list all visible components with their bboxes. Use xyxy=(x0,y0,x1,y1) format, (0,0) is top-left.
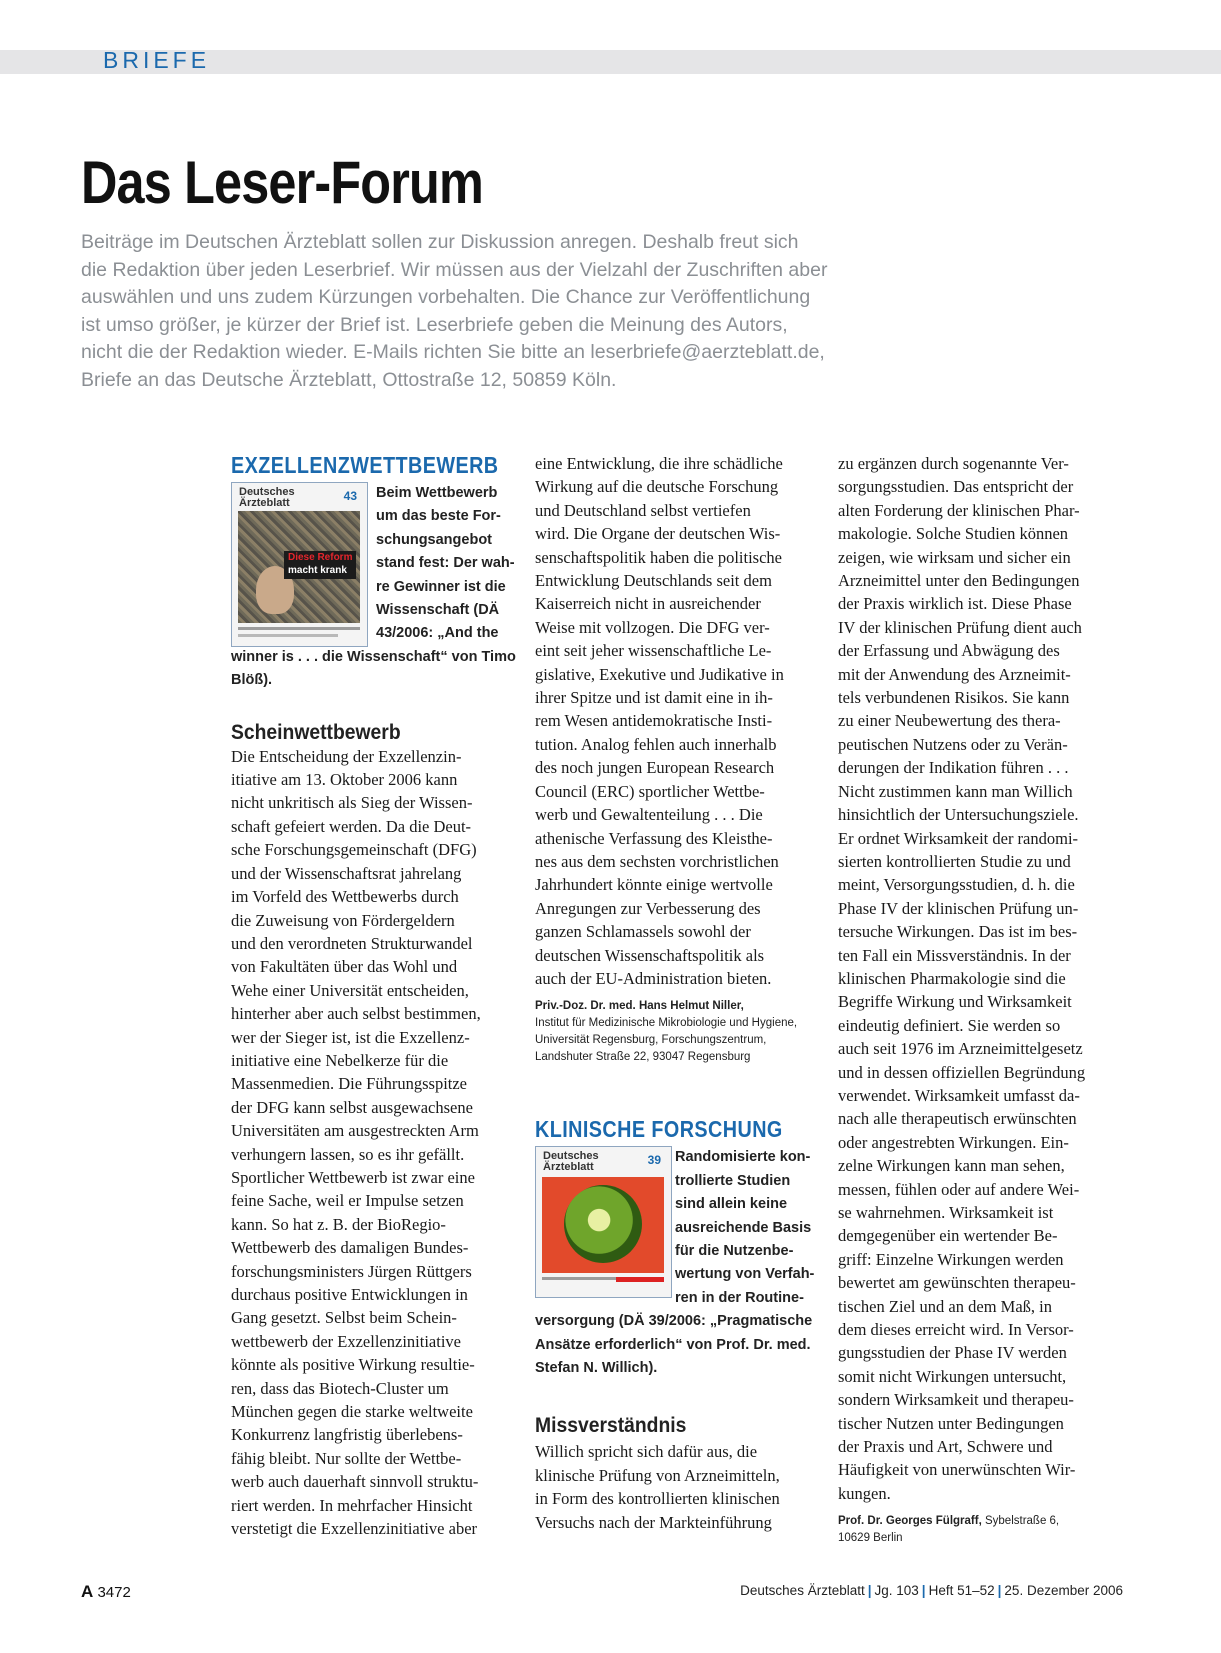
letter-body xyxy=(231,745,511,1541)
text-line: und in dessen offiziellen Begründung xyxy=(838,1062,1086,1082)
text-line: Nicht zustimmen kann man Willich xyxy=(838,781,1073,801)
text-line: ihrer Spitze und ist damit eine in ih- xyxy=(535,688,773,708)
text-line: kungen. xyxy=(838,1483,891,1503)
text-line: und Deutschland selbst vertiefen xyxy=(535,500,751,520)
intro-text xyxy=(81,229,981,394)
text-line: der DFG kann selbst ausgewachsene xyxy=(231,1097,473,1117)
text-line: könnte als positive Wirkung resultie- xyxy=(231,1355,475,1375)
text-line: nes aus dem sechsten vorchristlichen xyxy=(535,851,779,871)
text-line: in Form des kontrollierten klinischen xyxy=(535,1489,780,1509)
text-line: zu ergänzen durch sogenannte Ver- xyxy=(838,454,1069,473)
text-line: klinische Prüfung von Arzneimitteln, xyxy=(535,1465,780,1485)
text-line: zelne Wirkungen kann man sehen, xyxy=(838,1156,1065,1176)
text-line: peutischen Nutzens oder zu Verän- xyxy=(838,734,1068,754)
text-line: München gegen die starke weltweite xyxy=(231,1402,473,1422)
text-line: rem Wesen antidemokratische Insti- xyxy=(535,711,773,731)
text-line: hinterher aber auch selbst bestimmen, xyxy=(231,1004,481,1024)
text-line: derungen der Indikation führen . . . xyxy=(838,758,1069,778)
text-line: mit der Anwendung des Arzneimit- xyxy=(838,664,1071,684)
text-line: nicht unkritisch als Sieg der Wissen- xyxy=(231,793,473,813)
text-line: tischen Ziel und an dem Maß, in xyxy=(838,1296,1052,1316)
text-line: gislative, Exekutive und Judikative in xyxy=(535,664,784,684)
text-line: im Vorfeld des Wettbewerbs durch xyxy=(231,887,459,907)
text-line: durchaus positive Entwicklungen in xyxy=(231,1285,468,1304)
text-line: zeigen, wie wirksam und sicher ein xyxy=(838,547,1071,567)
column-2 xyxy=(535,452,815,1534)
text-line: somit nicht Wirkungen untersucht, xyxy=(838,1366,1067,1386)
intro-line: Beiträge im Deutschen Ärzteblatt sollen zur Diskussion anregen. Deshalb freut sich xyxy=(81,231,799,253)
text-line: Massenmedien. Die Führungsspitze xyxy=(231,1074,468,1094)
text-line: tischer Nutzen unter Bedingungen xyxy=(838,1413,1064,1433)
text-line: kann. So hat z. B. der BioRegio- xyxy=(231,1214,446,1234)
text-line: itiative am 13. Oktober 2006 kann xyxy=(231,770,458,790)
text-line: Entwicklung Deutschlands seit dem xyxy=(535,571,772,591)
column-3 xyxy=(838,452,1118,1547)
text-line: ten Fall ein Missverständnis. In der xyxy=(838,945,1071,965)
text-line: des noch jungen European Research xyxy=(535,758,775,778)
intro-line: auswählen und uns zudem Kürzungen vorbehalten. Die Chance zur Veröffentlichung xyxy=(81,286,811,308)
letter-body-continued xyxy=(535,452,815,990)
intro-line: die Redaktion über jeden Leserbrief. Wir müssen aus der Vielzahl der Zuschriften aber xyxy=(81,258,828,281)
cover-label xyxy=(616,1277,664,1282)
text-line: schaft gefeiert werden. Da die Deut- xyxy=(231,816,472,836)
text-line: Wettbewerb des damaligen Bundes- xyxy=(231,1238,469,1258)
text-line: fähig bleibt. Nur sollte der Wettbe- xyxy=(231,1448,462,1468)
text-line: und den verordneten Strukturwandel xyxy=(231,933,473,953)
text-line: athenische Verfassung des Kleisthe- xyxy=(535,828,773,848)
text-line: Die Entscheidung der Exzellenzin- xyxy=(231,746,462,766)
text-line: auch seit 1976 im Arzneimittelgesetz xyxy=(838,1039,1083,1059)
text-line: von Fakultäten über das Wohl und xyxy=(231,957,458,977)
text-line: eint seit jeher wissenschaftliche Le- xyxy=(535,641,772,661)
text-line: Gang gesetzt. Selbst beim Schein- xyxy=(231,1308,457,1328)
text-line: eine Entwicklung, die ihre schädliche xyxy=(535,454,783,473)
journal-footer: Deutsches Ärzteblatt | Jg. 103 | Heft 51–52 | 25. Dezember 2006 xyxy=(740,1583,1123,1598)
text-line: bewertet am gewünschten therapeu- xyxy=(838,1273,1076,1293)
teaser-text: Beim Wettbewerb um das beste For- schungsangebot stand fest: Der wah- re Gewinner ist die Wissenschaft (DÄ 43/2006: „And the winner is . . . die Wissenschaft“ von Timo Blöß). xyxy=(231,485,516,689)
text-line: die Zuweisung von Fördergeldern xyxy=(231,910,455,930)
text-line: wird. Die Organe der deutschen Wis- xyxy=(535,524,781,544)
cover-footer-line xyxy=(542,1277,622,1280)
page-number: A 3472 xyxy=(81,1582,131,1601)
text-line: eindeutig definiert. Sie werden so xyxy=(838,1015,1061,1035)
issue-cover-thumbnail xyxy=(231,482,368,647)
text-line: der Praxis wirklich ist. Diese Phase xyxy=(838,594,1072,614)
text-line: verhungern lassen, so es ihr gefällt. xyxy=(231,1144,465,1164)
cover-masthead: Deutsches Ärzteblatt xyxy=(543,1150,599,1174)
letter-heading-scheinwettbewerb: Scheinwettbewerb xyxy=(231,720,401,744)
text-line: Konkurrenz langfristig überlebens- xyxy=(231,1425,463,1445)
text-line: sorgungsstudien. Das entspricht der xyxy=(838,477,1074,497)
text-line: wettbewerb der Exzellenzinitiative xyxy=(231,1331,461,1351)
text-line: makologie. Solche Studien können xyxy=(838,524,1069,544)
text-line: Phase IV der klinischen Prüfung un- xyxy=(838,898,1079,918)
cover-headline: Diese Reform macht krank xyxy=(284,551,356,579)
text-line: klinischen Pharmakologie sind die xyxy=(838,968,1066,988)
text-line: zu einer Neubewertung des thera- xyxy=(838,711,1061,731)
page-title: Das Leser-Forum xyxy=(81,149,483,216)
text-line: ganzen Schlamassels sowohl der xyxy=(535,922,751,942)
text-line: Kaiserreich nicht in ausreichender xyxy=(535,594,761,614)
text-line: Häufigkeit von unerwünschten Wir- xyxy=(838,1460,1076,1480)
intro-line: nicht die der Redaktion wieder. E-Mails richten Sie bitte an leserbriefe@aerzteblatt.de, xyxy=(81,341,825,363)
text-line: Sportlicher Wettbewerb ist zwar eine xyxy=(231,1167,475,1187)
text-line: Wirkung auf die deutsche Forschung xyxy=(535,477,779,497)
text-line: IV der klinischen Prüfung dient auch xyxy=(838,617,1082,637)
text-line: Council (ERC) sportlicher Wettbe- xyxy=(535,781,765,801)
cover-image-circle xyxy=(564,1185,642,1263)
text-line: initiative eine Nebelkerze für die xyxy=(231,1050,449,1070)
letter-signature: Prof. Dr. Georges Fülgraff, Sybelstraße 6, 10629 Berlin xyxy=(838,1515,1060,1545)
text-line: werb und Gewaltenteilung . . . Die xyxy=(535,805,763,825)
topic-heading-klinische-forschung: KLINISCHE FORSCHUNG xyxy=(535,1116,783,1143)
text-line: Arzneimittel unter den Bedingungen xyxy=(838,571,1080,591)
text-line: werb auch dauerhaft sinnvoll struktu- xyxy=(231,1472,479,1492)
text-line: auch der EU-Administration bieten. xyxy=(535,968,772,988)
text-line: sondern Wirksamkeit und therapeu- xyxy=(838,1390,1074,1410)
text-line: meint, Versorgungsstudien, d. h. die xyxy=(838,875,1075,895)
text-line: tution. Analog fehlen auch innerhalb xyxy=(535,734,777,754)
topic-heading-exzellenzwettbewerb: EXZELLENZWETTBEWERB xyxy=(231,452,499,478)
text-line: dem dieses erreicht wird. In Versor- xyxy=(838,1320,1074,1340)
text-line: Versuchs nach der Markteinführung xyxy=(535,1512,772,1532)
letter-body xyxy=(535,1440,815,1534)
text-line: verwendet. Wirksamkeit umfasst da- xyxy=(838,1085,1080,1105)
cover-issue-number: 39 xyxy=(647,1153,661,1168)
text-line: se wahrnehmen. Wirksamkeit ist xyxy=(838,1203,1054,1222)
text-line: tels verbundenen Risikos. Sie kann xyxy=(838,688,1070,708)
text-line: riert werden. In mehrfacher Hinsicht xyxy=(231,1495,473,1515)
text-line: deutschen Wissenschaftspolitik als xyxy=(535,945,765,965)
text-line: hinsichtlich der Untersuchungsziele. xyxy=(838,805,1079,825)
text-line: Willich spricht sich dafür aus, die xyxy=(535,1442,758,1462)
text-line: der Praxis und Art, Schwere und xyxy=(838,1437,1053,1457)
text-line: feine Sache, weil er Impulse setzen xyxy=(231,1191,464,1211)
text-line: Anregungen zur Verbesserung des xyxy=(535,898,761,918)
text-line: forschungsministers Jürgen Rüttgers xyxy=(231,1261,472,1281)
text-line: Weise mit vollzogen. Die DFG ver- xyxy=(535,617,770,637)
text-line: Begriffe Wirkung und Wirksamkeit xyxy=(838,992,1072,1012)
text-line: messen, fühlen oder auf andere Wei- xyxy=(838,1179,1080,1199)
text-line: gungsstudien der Phase IV werden xyxy=(838,1343,1067,1363)
text-line: demgegenüber ein wertender Be- xyxy=(838,1226,1058,1246)
intro-line: ist umso größer, je kürzer der Brief ist. Leserbriefe geben die Meinung des Autors, xyxy=(81,313,788,336)
cover-issue-number: 43 xyxy=(343,489,357,503)
letter-signature: Priv.-Doz. Dr. med. Hans Helmut Niller, Institut für Medizinische Mikrobiologie und Hygiene, Universität Regensburg, Forschungszentrum, Landshuter Straße 22, 93047 Regensburg xyxy=(535,1000,798,1064)
section-label: BRIEFE xyxy=(103,47,211,73)
teaser-block xyxy=(535,1146,815,1380)
letter-body-continued xyxy=(838,452,1118,1505)
text-line: oder angestrebten Wirkungen. Ein- xyxy=(838,1132,1069,1152)
text-line: der Erfassung und Abwägung des xyxy=(838,641,1060,661)
text-line: nach alle therapeutisch erwünschten xyxy=(838,1109,1077,1129)
text-line: Wehe einer Universität entscheiden, xyxy=(231,980,469,1000)
text-line: verstetigt die Exzellenzinitiative aber xyxy=(231,1519,478,1539)
text-line: und der Wissenschaftsrat jahrelang xyxy=(231,863,462,883)
cover-footer-line xyxy=(238,634,338,637)
text-line: sche Forschungsgemeinschaft (DFG) xyxy=(231,840,477,860)
text-line: senschaftspolitik haben die politische xyxy=(535,547,782,567)
cover-footer-line xyxy=(238,627,360,630)
cover-masthead: Deutsches Ärzteblatt xyxy=(239,486,295,509)
teaser-text: Randomisierte kon- trollierte Studien sind allein keine ausreichende Basis für die Nutzenbe- wertung von Verfah- ren in der Routine- versorgung (DÄ 39/2006: „Pragmatische Ansätze erforderlich“ von Prof. Dr. med. Stefan N. Willich). xyxy=(535,1149,815,1376)
column-1 xyxy=(231,452,516,1540)
text-line: Er ordnet Wirksamkeit der randomi- xyxy=(838,828,1079,848)
teaser-block xyxy=(231,482,516,693)
letter-heading-missverstaendnis: Missverständnis xyxy=(535,1414,687,1438)
text-line: Jahrhundert könnte einige wertvolle xyxy=(535,875,773,895)
text-line: griff: Einzelne Wirkungen werden xyxy=(838,1249,1064,1269)
text-line: sierten kontrollierten Studie zu und xyxy=(838,851,1071,871)
text-line: wer der Sieger ist, ist die Exzellenz- xyxy=(231,1027,470,1047)
text-line: tersuche Wirkungen. Das ist im bes- xyxy=(838,922,1078,942)
text-line: Universitäten am ausgestreckten Arm xyxy=(231,1121,479,1141)
issue-cover-thumbnail xyxy=(535,1146,672,1298)
intro-line: Briefe an das Deutsche Ärzteblatt, Ottostraße 12, 50859 Köln. xyxy=(81,368,617,391)
text-line: alten Forderung der klinischen Phar- xyxy=(838,500,1080,520)
text-line: ren, dass das Biotech-Cluster um xyxy=(231,1378,449,1398)
